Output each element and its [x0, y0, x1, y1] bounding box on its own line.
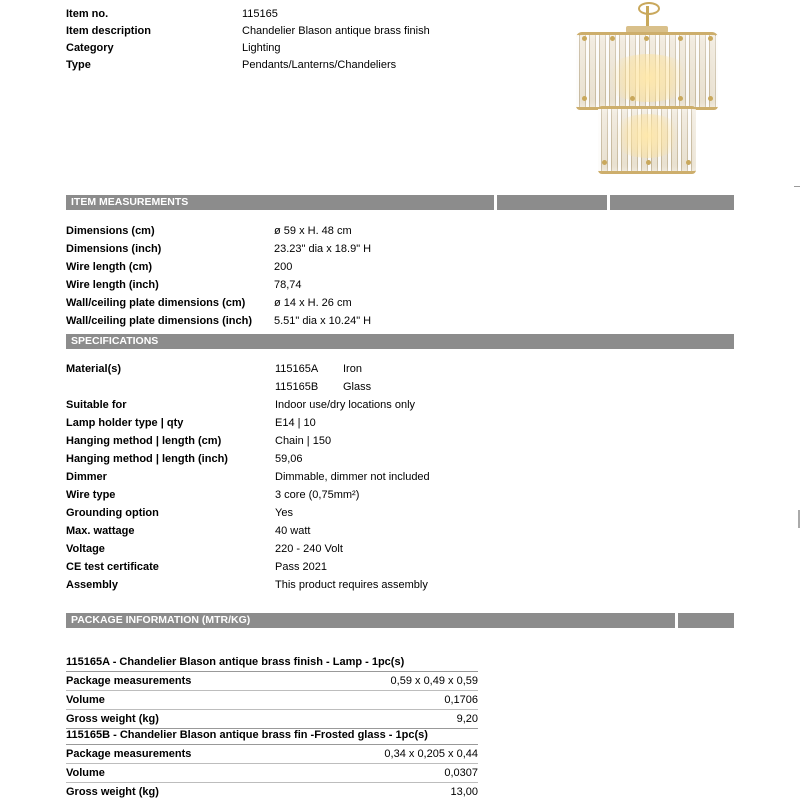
- value-hanging-method-cm: Chain | 150: [275, 435, 332, 447]
- lamp-glow-lower: [610, 114, 684, 158]
- bar-divider: [494, 195, 497, 210]
- info-row-item-description: [66, 23, 536, 40]
- table-row: [66, 240, 586, 258]
- value-plate-dimensions-cm: ø 14 x H. 26 cm: [274, 297, 352, 309]
- value-plate-dimensions-inch: 5.51" dia x 10.24" H: [274, 315, 372, 327]
- table-row: [66, 522, 666, 540]
- item-info-block: [66, 6, 536, 74]
- brass-stud: [630, 96, 635, 101]
- value-grounding-option: Yes: [275, 507, 293, 519]
- bar-divider: [607, 195, 610, 210]
- label-volume-a: Volume: [66, 694, 105, 706]
- info-row-item-no: [66, 6, 536, 23]
- label-voltage: Voltage: [66, 543, 105, 555]
- material-code-1: 115165A: [275, 363, 319, 375]
- section-title-specifications: SPECIFICATIONS: [71, 335, 159, 347]
- brass-stud: [644, 36, 649, 41]
- label-category: Category: [66, 42, 114, 54]
- brass-stud: [646, 160, 651, 165]
- table-row-materials-second: [66, 378, 666, 396]
- table-row: [66, 468, 666, 486]
- value-dimensions-cm: ø 59 x H. 48 cm: [274, 225, 352, 237]
- label-dimensions-cm: Dimensions (cm): [66, 225, 155, 237]
- brass-stud: [602, 160, 607, 165]
- label-volume-b: Volume: [66, 767, 105, 779]
- value-volume-b: 0,0307: [444, 767, 478, 779]
- value-max-wattage: 40 watt: [275, 525, 311, 537]
- table-row: [66, 276, 586, 294]
- section-title-package-information: PACKAGE INFORMATION (MTR/KG): [71, 614, 251, 626]
- package-group-a-title: 115165A - Chandelier Blason antique brass finish - Lamp - 1pc(s): [66, 654, 478, 672]
- label-type: Type: [66, 59, 91, 71]
- package-group-a: [66, 654, 478, 729]
- lamp-glow-upper: [602, 54, 694, 102]
- value-type: Pendants/Lanterns/Chandeliers: [242, 59, 397, 71]
- table-row: [66, 258, 586, 276]
- table-row: [66, 558, 666, 576]
- label-dimensions-inch: Dimensions (inch): [66, 243, 162, 255]
- package-group-b-title: 115165B - Chandelier Blason antique brass fin -Frosted glass - 1pc(s): [66, 727, 478, 745]
- value-dimmer: Dimmable, dimmer not included: [275, 471, 430, 483]
- label-wire-type: Wire type: [66, 489, 116, 501]
- value-lamp-holder: E14 | 10: [275, 417, 316, 429]
- table-row: [66, 764, 478, 783]
- measurements-table: [66, 222, 586, 330]
- table-row: [66, 312, 586, 330]
- label-ce-test-certificate: CE test certificate: [66, 561, 159, 573]
- label-plate-dimensions-cm: Wall/ceiling plate dimensions (cm): [66, 297, 246, 309]
- table-row: [66, 783, 478, 801]
- label-materials-blank: [66, 378, 275, 396]
- table-row: [66, 396, 666, 414]
- label-gross-weight-b: Gross weight (kg): [66, 786, 159, 798]
- table-row: [66, 745, 478, 764]
- value-wire-type: 3 core (0,75mm²): [275, 489, 360, 501]
- info-row-category: [66, 40, 536, 57]
- label-item-no: Item no.: [66, 8, 109, 20]
- value-gross-weight-a: 9,20: [456, 713, 478, 725]
- label-materials: Material(s): [66, 363, 122, 375]
- value-item-description: Chandelier Blason antique brass finish: [242, 25, 430, 37]
- value-material-1: [275, 360, 362, 378]
- label-max-wattage: Max. wattage: [66, 525, 135, 537]
- label-gross-weight-a: Gross weight (kg): [66, 713, 159, 725]
- label-wire-length-cm: Wire length (cm): [66, 261, 153, 273]
- brass-stud: [708, 96, 713, 101]
- value-package-measurements-b: 0,34 x 0,205 x 0,44: [384, 748, 478, 760]
- table-row-materials: [66, 360, 666, 378]
- value-material-2: [275, 378, 371, 396]
- value-gross-weight-b: 13,00: [450, 786, 478, 798]
- label-package-measurements-a: Package measurements: [66, 675, 192, 687]
- value-voltage: 220 - 240 Volt: [275, 543, 343, 555]
- product-image: [548, 2, 748, 184]
- label-lamp-holder: Lamp holder type | qty: [66, 417, 184, 429]
- label-grounding-option: Grounding option: [66, 507, 159, 519]
- section-header-package-information: [66, 613, 734, 628]
- brass-stud: [678, 96, 683, 101]
- table-row: [66, 576, 666, 594]
- section-title-item-measurements: ITEM MEASUREMENTS: [71, 196, 189, 208]
- value-volume-a: 0,1706: [444, 694, 478, 706]
- brass-stud: [708, 36, 713, 41]
- value-category: Lighting: [242, 42, 281, 54]
- bar-divider: [675, 613, 678, 628]
- material-name-2: Glass: [343, 381, 372, 393]
- brass-stud: [678, 36, 683, 41]
- value-wire-length-cm: 200: [274, 261, 293, 273]
- value-item-no: 115165: [242, 8, 278, 20]
- table-row: [66, 540, 666, 558]
- label-assembly: Assembly: [66, 579, 118, 591]
- value-ce-test-certificate: Pass 2021: [275, 561, 327, 573]
- value-suitable-for: Indoor use/dry locations only: [275, 399, 416, 411]
- label-item-description: Item description: [66, 25, 151, 37]
- table-row: [66, 672, 478, 691]
- package-group-b: [66, 727, 478, 801]
- label-dimmer: Dimmer: [66, 471, 107, 483]
- section-header-specifications: [66, 334, 734, 349]
- hanging-ring-icon: [638, 2, 660, 15]
- page-edge-mark: [794, 186, 800, 187]
- label-suitable-for: Suitable for: [66, 399, 127, 411]
- label-wire-length-inch: Wire length (inch): [66, 279, 159, 291]
- hanging-stem: [646, 6, 649, 28]
- label-hanging-method-inch: Hanging method | length (inch): [66, 453, 228, 465]
- value-hanging-method-inch: 59,06: [275, 453, 303, 465]
- value-wire-length-inch: 78,74: [274, 279, 302, 291]
- table-row: [66, 222, 586, 240]
- brass-stud: [582, 36, 587, 41]
- specifications-table: [66, 360, 666, 594]
- value-assembly: This product requires assembly: [275, 579, 428, 591]
- table-row: [66, 432, 666, 450]
- brass-stud: [610, 36, 615, 41]
- brass-stud: [582, 96, 587, 101]
- table-row: [66, 450, 666, 468]
- table-row: [66, 486, 666, 504]
- label-plate-dimensions-inch: Wall/ceiling plate dimensions (inch): [66, 315, 253, 327]
- table-row: [66, 294, 586, 312]
- label-hanging-method-cm: Hanging method | length (cm): [66, 435, 222, 447]
- section-header-item-measurements: [66, 195, 734, 210]
- brass-stud: [686, 160, 691, 165]
- material-code-2: 115165B: [275, 381, 319, 393]
- table-row: [66, 691, 478, 710]
- material-name-1: Iron: [343, 363, 362, 375]
- table-row: [66, 504, 666, 522]
- value-package-measurements-a: 0,59 x 0,49 x 0,59: [390, 675, 478, 687]
- info-row-type: [66, 57, 536, 74]
- table-row: [66, 414, 666, 432]
- label-package-measurements-b: Package measurements: [66, 748, 192, 760]
- value-dimensions-inch: 23.23" dia x 18.9" H: [274, 243, 372, 255]
